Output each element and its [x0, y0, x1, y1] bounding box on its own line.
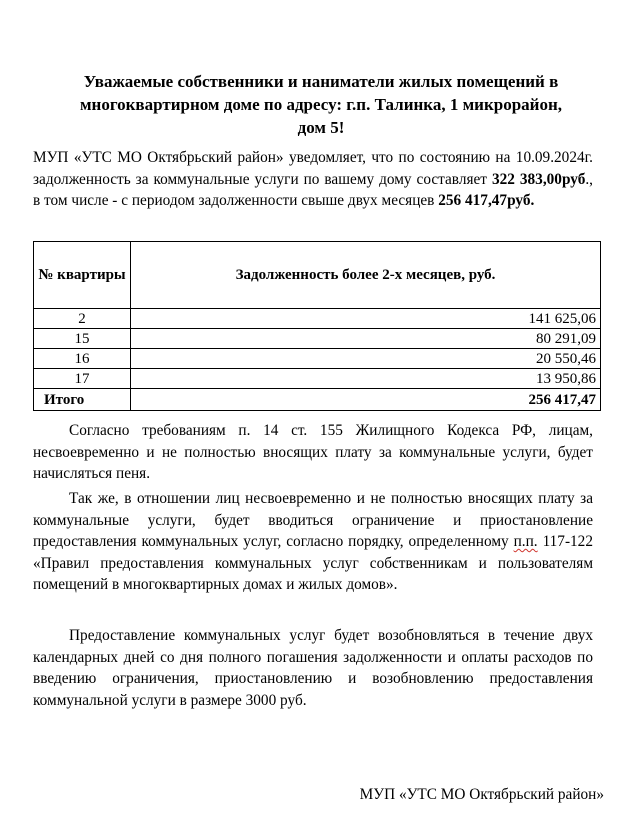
intro-text-1: МУП «УТС МО Октябрьский район» уведомляет, что по состоянию на 10.09.2024г. задолженность за коммунальные услуги по вашему дому составляет: [33, 149, 593, 188]
table-row: [34, 349, 601, 369]
table-row: [34, 369, 601, 389]
debt-amount: 13 950,86: [131, 369, 601, 389]
table-total-row: [34, 389, 601, 411]
debt-amount: 20 550,46: [131, 349, 601, 369]
table-header-row: [34, 242, 601, 309]
penalty-paragraph: Согласно требованиям п. 14 ст. 155 Жилищного Кодекса РФ, лицам, несвоевременно и не полностью вносящих плату за коммунальные услуги, будет начисляться пеня.: [33, 422, 593, 482]
header-debt: Задолженность более 2-х месяцев, руб.: [131, 242, 601, 309]
restoration-paragraph: Предоставление коммунальных услуг будет возобновляться в течение двух календарных дней со дня полного погашения задолженности и оплаты расходов по введению ограничения, приостановлению и возобновлению предоставления коммунальной услуги в размере 3000 руб.: [33, 627, 593, 709]
title-line-3: дом 5!: [297, 118, 345, 137]
debt-table: [33, 241, 601, 411]
header-apartment: № квартиры: [34, 242, 131, 309]
table-row: [34, 329, 601, 349]
debt-amount: 141 625,06: [131, 309, 601, 329]
overdue-debt-amount: 256 417,47руб.: [438, 192, 535, 209]
notice-title: [30, 70, 612, 139]
title-line-2: многоквартирном доме по адресу: г.п. Талинка, 1 микрорайон,: [79, 95, 563, 114]
apartment-number: 17: [34, 369, 131, 389]
restriction-text-1: Так же, в отношении лиц несвоевременно и не полностью вносящих плату за коммунальные услуги, будет вводиться ограничение и приостановление предоставления коммунальных услуг, согласно порядку, определенному: [33, 490, 593, 550]
intro-paragraph: [33, 147, 593, 212]
apartment-number: 16: [34, 349, 131, 369]
apartment-number: 2: [34, 309, 131, 329]
apartment-number: 15: [34, 329, 131, 349]
restriction-text-2: 117-122 «Правил предоставления коммунальных услуг собственникам и пользователям помещений в многоквартирных домах и жилых домов».: [33, 533, 593, 593]
debt-amount: 80 291,09: [131, 329, 601, 349]
clause-reference: п.п.: [513, 533, 538, 550]
intro-text-2: ., в том числе - с периодом задолженности свыше двух месяцев: [33, 170, 593, 209]
signature: МУП «УТС МО Октябрьский район»: [359, 786, 604, 803]
table-row: [34, 309, 601, 329]
total-debt-amount: 322 383,00руб: [491, 170, 586, 188]
restriction-paragraph: [33, 488, 593, 596]
title-line-1: Уважаемые собственники и наниматели жилых помещений в: [83, 72, 559, 91]
total-label: Итого: [34, 389, 131, 411]
total-amount: 256 417,47: [131, 389, 601, 411]
